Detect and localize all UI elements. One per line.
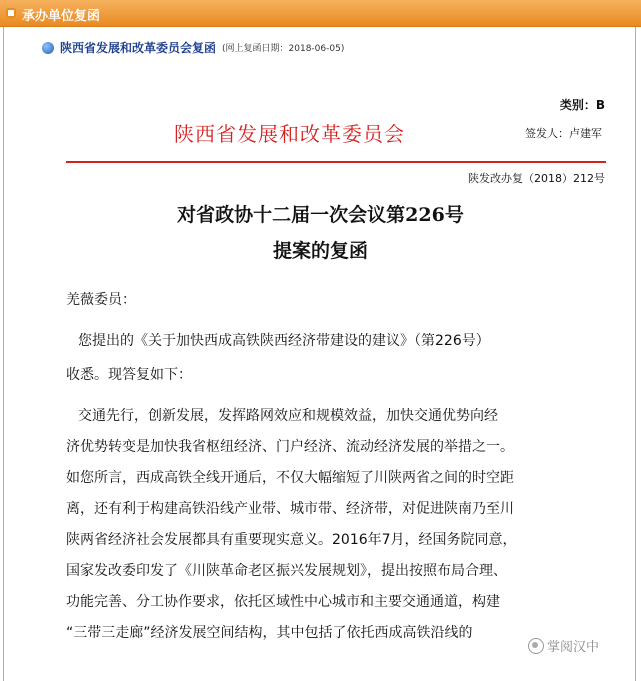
text-line: 济优势转变是加快我省枢纽经济、门户经济、流动经济发展的举措之一。	[66, 439, 514, 455]
doc-number: 陕发改办复（2018）212号	[468, 172, 605, 185]
doc-signer: 签发人：卢建军	[525, 127, 602, 140]
header-title: 承办单位复函	[22, 9, 101, 24]
doc-title-line1: 对省政协十二届一次会议第226号	[177, 204, 464, 226]
reply-line	[42, 39, 344, 56]
red-divider	[66, 161, 606, 163]
text-line: 收悉。现答复如下：	[66, 367, 192, 383]
header-icon	[6, 8, 16, 18]
text-line: 交通先行，创新发展，发挥路网效应和规模效益，加快交通优势向经	[78, 408, 498, 424]
doc-issuer: 陕西省发展和改革委员会	[174, 122, 405, 146]
doc-category: 类别：B	[559, 98, 605, 112]
header-bar	[0, 0, 641, 27]
watermark-text: 掌阅汉中	[547, 640, 600, 655]
doc-title-line2: 提案的复函	[272, 240, 368, 262]
text-line: “三带三走廊”经济发展空间结构，其中包括了依托西成高铁沿线的	[66, 625, 473, 641]
globe-icon	[42, 42, 54, 54]
salutation: 羌薇委员：	[66, 292, 136, 308]
text-line: 功能完善、分工协作要求，依托区域性中心城市和主要交通通道，构建	[66, 594, 500, 610]
reply-title[interactable]: 陕西省发展和改革委员会复函	[60, 41, 217, 55]
text-line: 国家发改委印发了《川陕革命老区振兴发展规划》，提出按照布局合理、	[66, 563, 507, 579]
reply-date: (网上复函日期：2018-06-05)	[222, 44, 345, 54]
text-line: 陕两省经济社会发展都具有重要现实意义。2016年7月，经国务院同意，	[66, 532, 517, 548]
text-line: 您提出的《关于加快西成高铁陕西经济带建设的建议》（第226号）	[78, 333, 490, 349]
watermark	[528, 636, 599, 655]
text-line: 如您所言，西成高铁全线开通后，不仅大幅缩短了川陕两省之间的时空距	[66, 470, 514, 486]
wechat-icon	[528, 638, 544, 654]
text-line: 离，还有利于构建高铁沿线产业带、城市带、经济带，对促进陕南乃至川	[66, 501, 514, 517]
